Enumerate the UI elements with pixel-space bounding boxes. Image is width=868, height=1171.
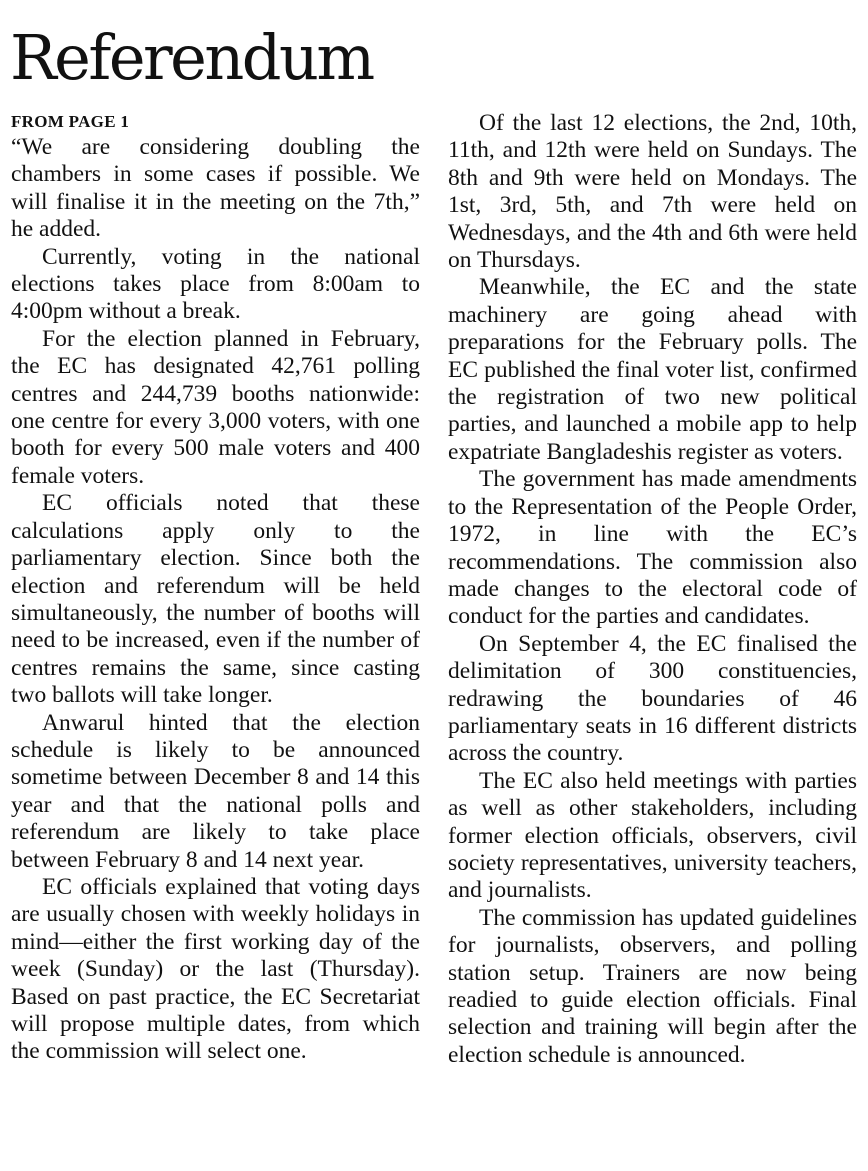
article-column-right — [448, 110, 857, 1069]
paragraph: The government has made amendments to the Representation of the People Order, 1972, in line with the EC’s recommendations. The commission also made changes to the electoral code of conduct for the parties and candidates. — [448, 466, 857, 630]
paragraph: Meanwhile, the EC and the state machinery are going ahead with preparations for the February polls. The EC published the final voter list, confirmed the registration of two new political parties, and launched a mobile app to help expatriate Bangladeshis register as voters. — [448, 274, 857, 465]
paragraph: EC officials explained that voting days are usually chosen with weekly holidays in mind—either the first working day of the week (Sunday) or the last (Thursday). Based on past practice, the EC Secretariat will propose multiple dates, from which the commission will select one. — [11, 873, 420, 1065]
paragraph: Currently, voting in the national elections takes place from 8:00am to 4:00pm without a break. — [11, 243, 420, 325]
paragraph: Anwarul hinted that the election schedule is likely to be announced sometime between December 8 and 14 this year and that the national polls and referendum are likely to take place between February 8 and 14 next year. — [11, 709, 420, 873]
paragraph: For the election planned in February, the EC has designated 42,761 polling centres and 244,739 booths nationwide: one centre for every 3,000 voters, with one booth for every 500 male voters and 400 female voters. — [11, 325, 420, 489]
headline: Referendum — [10, 21, 373, 94]
paragraph: “We are considering doubling the chambers in some cases if possible. We will finalise it in the meeting on the 7th,” he added. — [11, 134, 420, 243]
paragraph: Of the last 12 elections, the 2nd, 10th, 11th, and 12th were held on Sundays. The 8th and 9th were held on Mondays. The 1st, 3rd, 5th, and 7th were held on Wednesdays, and the 4th and 6th were held on Thursdays. — [448, 110, 857, 274]
continuation-kicker: FROM PAGE 1 — [11, 112, 130, 131]
paragraph: The commission has updated guidelines for journalists, observers, and polling station setup. Trainers are now being readied to guide election officials. Final selection and training will begin after the election schedule is announced. — [448, 904, 857, 1068]
paragraph: EC officials noted that these calculations apply only to the parliamentary election. Since both the election and referendum will be held simultaneously, the number of booths will need to be increased, even if the number of centres remains the same, since casting two ballots will take longer. — [11, 490, 420, 709]
paragraph: On September 4, the EC finalised the delimitation of 300 constituencies, redrawing the boundaries of 46 parliamentary seats in 16 different districts across the country. — [448, 630, 857, 767]
article-column-left — [11, 110, 420, 1066]
paragraph: The EC also held meetings with parties as well as other stakeholders, including former election officials, observers, civil society representatives, university teachers, and journalists. — [448, 767, 857, 904]
